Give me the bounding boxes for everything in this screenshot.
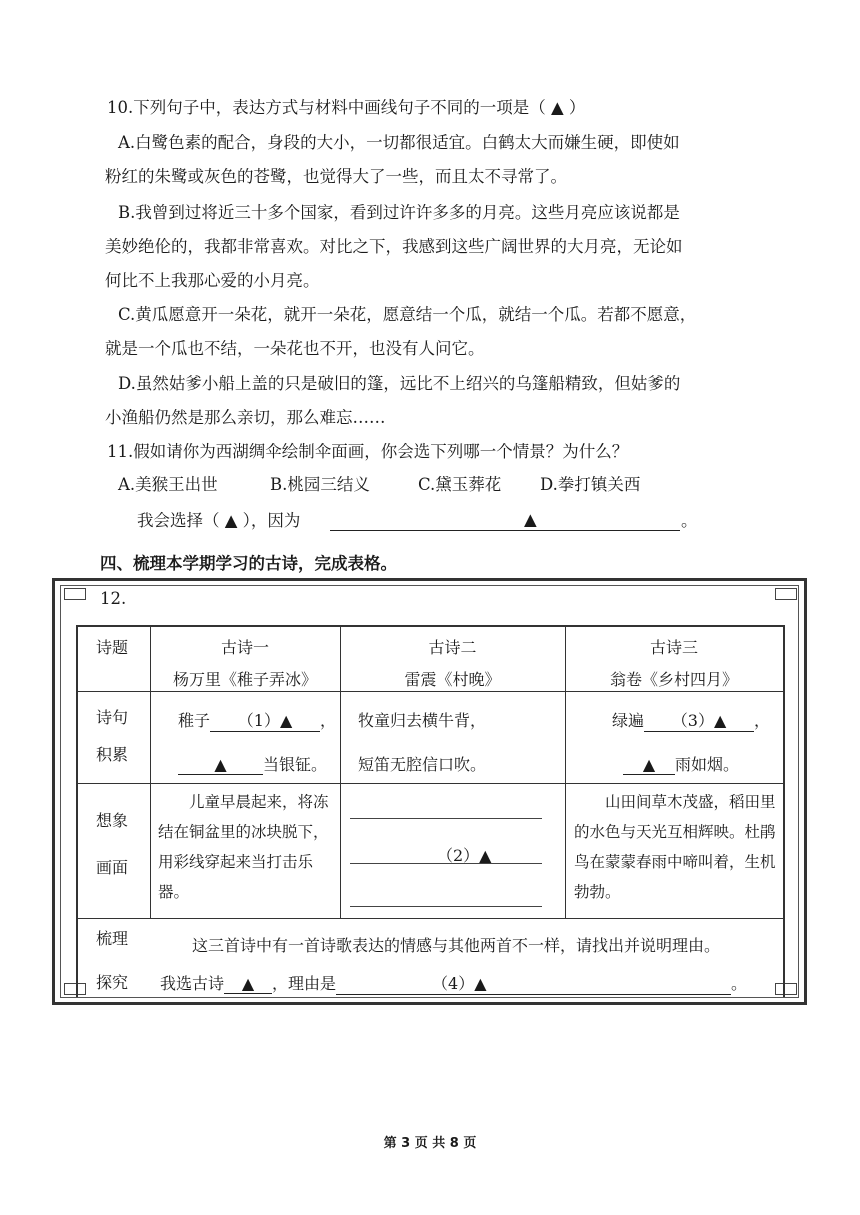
poem-3-label: 古诗三 [649, 638, 698, 657]
q10-option-c-line1: C.黄瓜愿意开一朵花，就开一朵花，愿意结一个瓜，就结一个瓜。若都不愿意， [118, 305, 697, 324]
poem-1-line-1-prefix: 稚子 [178, 711, 211, 730]
q10-option-b-line2: 美妙绝伦的，我都非常喜欢。对比之下，我感到这些广阔世界的大月亮，无论如 [105, 237, 683, 256]
frame-corner-ornament [64, 588, 86, 600]
scene-2-line[interactable] [350, 818, 542, 819]
q10-option-d-line1: D.虽然姑爹小船上盖的只是破旧的篷，远比不上绍兴的乌篷船精致，但姑爹的 [118, 374, 681, 393]
poem-1-title: 杨万里《稚子弄冰》 [172, 670, 317, 689]
q11-option-c: C.黛玉葬花 [418, 475, 502, 494]
poem-3-line-2 [623, 752, 739, 775]
poem-3-line-2-blank[interactable]: ▲ [623, 755, 675, 775]
q10-option-b-line3: 何比不上我那心爱的小月亮。 [105, 271, 320, 290]
q11-stem: 11.假如请你为西湖绸伞绘制伞面画，你会选下列哪一个情景？为什么？ [107, 442, 629, 461]
frame-corner-ornament [64, 983, 86, 995]
scene-1-text: 儿童早晨起来，将冻结在铜盆里的冰块脱下，用彩线穿起来当打击乐器。 [158, 793, 329, 901]
table-row-divider [76, 691, 784, 692]
page-footer: 第 3 页 共 8 页 [383, 1136, 477, 1151]
explore-mid: ，理由是 [272, 974, 337, 993]
q11-option-a: A.美猴王出世 [118, 475, 218, 494]
q10-stem: 10.下列句子中，表达方式与材料中画线句子不同的一项是（ ▲ ） [107, 98, 586, 117]
table-border-right [783, 625, 785, 997]
blank-1[interactable]: （1）▲ [210, 708, 320, 732]
explore-prefix: 我选古诗 [160, 974, 225, 993]
poem-3-title: 翁卷《乡村四月》 [609, 670, 738, 689]
section-4-title: 四、梳理本学期学习的古诗，完成表格。 [100, 554, 397, 573]
poem-1-line-2-blank[interactable]: ▲ [178, 755, 263, 775]
q10-option-a-line1: A.白鹭色素的配合，身段的大小，一切都很适宜。白鹤太大而嫌生硬，即使如 [118, 133, 680, 152]
row-header-scene-1: 想象 [96, 811, 129, 830]
table-row-divider [76, 783, 784, 784]
row-header-poem-title: 诗题 [96, 638, 129, 657]
poem-2-line-1: 牧童归去横牛背， [358, 711, 487, 730]
row-header-lines-1: 诗句 [96, 708, 129, 727]
poem-3-line-1-prefix: 绿遍 [612, 711, 645, 730]
poem-2-line-2: 短笛无腔信口吹。 [358, 755, 487, 774]
q11-answer-end: 。 [681, 511, 698, 530]
q10-option-b-line1: B.我曾到过将近三十多个国家，看到过许许多多的月亮。这些月亮应该说都是 [118, 203, 680, 222]
blank-3[interactable]: （3）▲ [644, 708, 754, 732]
scene-2-line[interactable] [350, 906, 542, 907]
q11-answer-prefix: 我会选择（ ▲ ），因为 [137, 511, 301, 530]
poem-2-title: 雷震《村晚》 [404, 670, 501, 689]
poem-1-label: 古诗一 [220, 638, 269, 657]
q10-option-c-line2: 就是一个瓜也不结，一朵花也不开，也没有人问它。 [105, 339, 485, 358]
table-border-left [76, 625, 78, 997]
blank-4[interactable] [336, 971, 731, 995]
q11-option-d: D.拳打镇关西 [540, 475, 641, 494]
poem-1-line-1-end: ， [320, 711, 337, 730]
poem-3-line-2-end: 雨如烟。 [675, 755, 740, 774]
scene-3-text: 山田间草木茂盛，稻田里的水色与天光互相辉映。杜鹃鸟在蒙蒙春雨中啼叫着，生机勃勃。 [574, 793, 776, 901]
poem-1-line-2-end: 当银钲。 [263, 755, 328, 774]
row-header-explore-2: 探究 [96, 973, 129, 992]
blank-2: （2）▲ [437, 846, 492, 865]
q11-option-b: B.桃园三结义 [270, 475, 370, 494]
poem-1-line-2 [178, 752, 327, 775]
poem-3-line-1 [612, 708, 770, 732]
table-border-top [76, 625, 784, 627]
poem-1-line-1 [178, 708, 336, 732]
q10-option-d-line2: 小渔船仍然是那么亲切，那么难忘…… [105, 408, 386, 427]
row-header-explore-1: 梳理 [96, 929, 129, 948]
q11-answer-line[interactable] [330, 530, 680, 531]
row-header-lines-2: 积累 [96, 745, 129, 764]
table-row-divider [76, 918, 784, 919]
explore-poem-blank[interactable]: ▲ [224, 974, 272, 994]
q10-option-a-line2: 粉红的朱鹭或灰色的苍鹭，也觉得大了一些，而且太不寻常了。 [105, 167, 567, 186]
explore-instruction: 这三首诗中有一首诗歌表达的情感与其他两首不一样，请找出并说明理由。 [192, 936, 721, 955]
q12-number: 12. [100, 589, 127, 608]
q11-answer-mark: ▲ [524, 510, 537, 529]
row-header-scene-2: 画面 [96, 858, 129, 877]
blank-4-label: （4）▲ [432, 974, 487, 993]
poem-3-line-1-end: ， [754, 711, 771, 730]
explore-answer [160, 971, 747, 995]
frame-corner-ornament [775, 983, 797, 995]
frame-corner-ornament [775, 588, 797, 600]
explore-end: 。 [731, 974, 748, 993]
poem-2-label: 古诗二 [428, 638, 477, 657]
